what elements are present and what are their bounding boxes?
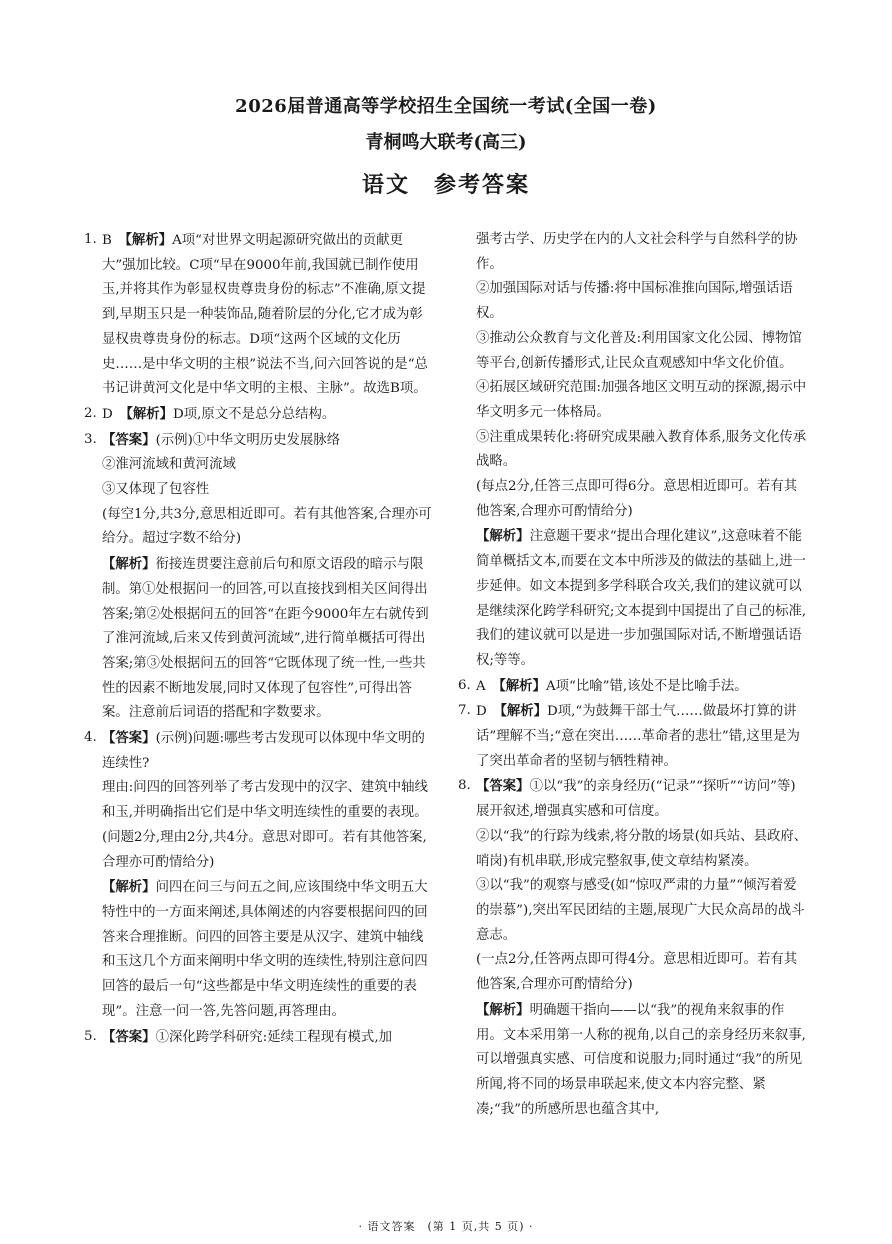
analysis-text: A项“比喻”错,该处不是比喻手法。 — [545, 678, 748, 694]
right-column — [458, 228, 808, 1122]
question-5-continued — [458, 228, 808, 674]
question-5 — [84, 1025, 434, 1051]
analysis-label: 【解析】 — [126, 405, 174, 422]
question-number: 2. — [84, 405, 97, 421]
question-number: 1. — [84, 232, 97, 247]
answer-text: ②淮河流域和黄河流域 — [102, 457, 236, 473]
analysis-label: 【解析】 — [125, 232, 173, 248]
question-1 — [84, 228, 434, 402]
scoring-note: (问题2分,理由2分,共4分。意思对即可。若有其他答案,合理亦可酌情给分) — [102, 829, 427, 870]
analysis-text: A项“对世界文明起源研究做出的贡献更大”强加比较。C项“早在9000年前,我国就已制作使用玉,并将其作为彰显权贵尊贵身份的标志”不准确,原文提到,早期玉只是一种装饰品,随着阶层的分化,它才成为彰显权贵尊贵身份的标志。D项“这两个区域的文化历史……是中华文明的主根”说法不当,问六回答说的是“总书记讲黄河文化是中华文明的主根、主脉”。故选B项。 — [102, 233, 428, 397]
question-4 — [84, 726, 434, 1024]
choice: D — [476, 704, 501, 720]
choice: B — [102, 233, 126, 248]
scoring-note: (每空1分,共3分,意思相近即可。若有其他答案,合理亦可给分。超过字数不给分) — [102, 506, 432, 547]
choice: D — [102, 406, 127, 422]
analysis-label: 【解析】 — [499, 677, 546, 694]
analysis-label: 【解析】 — [102, 556, 156, 573]
answer-label: 【答案】 — [102, 1028, 156, 1045]
answer-text: ②加强国际对话与传播:将中国标准推向国际,增强话语权。 — [476, 281, 793, 322]
answer-text: ②以“我”的行踪为线索,将分散的场景(如兵站、县政府、哨岗)有机串联,形成完整叙事,使文章结构紧凑。 — [476, 828, 808, 869]
answer-text: 理由:问四的回答列举了考古发现中的汉字、建筑中轴线和玉,并明确指出它们是中华文明连续性的重要的表现。 — [102, 780, 428, 821]
scoring-note: (每点2分,任答三点即可得6分。意思相近即可。若有其他答案,合理亦可酌情给分) — [476, 479, 798, 519]
choice: A — [476, 678, 500, 694]
answer-text: ③又体现了包容性 — [102, 482, 210, 498]
analysis-label: 【解析】 — [102, 879, 156, 896]
analysis-text: 明确题干指向——以“我”的视角来叙事的作用。文本采用第一人称的视角,以自己的亲身经历来叙事,可以增强真实感、可信度和说服力;同时通过“我”的所见所闻,将不同的场景串联起来,使文本内容完整、紧凑;“我”的所感所思也蕴含其中, — [476, 1002, 806, 1117]
page-title: 语文 参考答案 — [361, 172, 530, 198]
question-number: 7. — [458, 703, 471, 719]
analysis-label: 【解析】 — [500, 703, 548, 720]
left-column — [84, 228, 434, 1050]
question-number: 8. — [458, 778, 471, 794]
exam-title: 2026届普通高等学校招生全国统一考试(全国一卷) — [235, 96, 657, 117]
analysis-label: 【解析】 — [476, 528, 530, 545]
question-number: 4. — [84, 730, 97, 746]
exam-subtitle: 青桐鸣大联考(高三) — [365, 132, 527, 153]
question-7 — [458, 699, 808, 774]
analysis-label: 【解析】 — [476, 1001, 530, 1018]
answer-text: ⑤注重成果转化:将研究成果融入教育体系,服务文化传承战略。 — [476, 429, 807, 470]
answer-label: 【答案】 — [102, 730, 156, 747]
answer-text: ④拓展区域研究范围:加强各地区文明互动的探源,揭示中华文明多元一体格局。 — [476, 380, 807, 420]
page-footer: · 语文答案 (第 1 页,共 5 页) · — [358, 1220, 534, 1233]
question-number: 5. — [84, 1028, 97, 1044]
answer-text: ③推动公众教育与文化普及:利用国家文化公园、博物馆等平台,创新传播形式,让民众直观感知中华文化价值。 — [476, 330, 802, 371]
scoring-note: (一点2分,任答两点即可得4分。意思相近即可。若有其他答案,合理亦可酌情给分) — [476, 952, 798, 993]
answer-text: ③以“我”的观察与感受(如“惊叹严肃的力量”“倾泻着爱的崇慕”),突出军民团结的主题,展现广大民众高昂的战斗意志。 — [476, 878, 805, 943]
answer-label: 【答案】 — [476, 778, 530, 795]
question-8 — [458, 774, 808, 1122]
answer-text: 强考古学、历史学在内的人文社会科学与自然科学的协作。 — [476, 232, 798, 272]
answer-text: (示例)①中华文明历史发展脉络 — [155, 432, 341, 448]
answer-text: ①深化跨学科研究:延续工程现有模式,加 — [155, 1029, 392, 1045]
analysis-text: D项,原文不是总分总结构。 — [173, 406, 336, 422]
analysis-text: 问四在问三与问五之间,应该围绕中华文明五大特性中的一方面来阐述,具体阐述的内容要根据问四的回答来合理推断。问四的回答主要是从汉字、建筑中轴线和玉这几个方面来阐明中华文明的连续性,特别注意问四回答的最后一句“这些都是中华文明连续性的重要的表现”。注意一问一答,先答问题,再答理由。 — [102, 880, 428, 1019]
answer-label: 【答案】 — [102, 431, 156, 448]
answer-text: ①以“我”的亲身经历(“记录”“探听”“访问”等)展开叙述,增强真实感和可信度。 — [476, 779, 796, 820]
question-number: 6. — [458, 677, 471, 693]
question-number: 3. — [84, 431, 97, 447]
analysis-text: 衔接连贯要注意前后句和原文语段的暗示与限制。第①处根据问一的回答,可以直接找到相关区间得出答案;第②处根据问五的回答“在距今9000年左右就传到了淮河流域,后来又传到黄河流域”,进行简单概括可得出答案;第③处根据问五的回答“它既体现了统一性,一些共性的因素不断地发展,同时又体现了包容性”,可得出答案。注意前后词语的搭配和字数要求。 — [102, 557, 429, 721]
question-2 — [84, 402, 434, 428]
analysis-text: 注意题干要求“提出合理化建议”,这意味着不能简单概括文本,而要在文本中所涉及的做法的基础上,进一步延伸。如文本提到多学科联合攻关,我们的建议就可以是继续深化跨学科研究;文本提到中国提出了自己的标准,我们的建议就可以是进一步加强国际对话,不断增强话语权;等等。 — [476, 529, 807, 668]
question-3 — [84, 428, 434, 726]
question-6 — [458, 674, 808, 700]
answer-text: (示例)问题:哪些考古发现可以体现中华文明的连续性? — [102, 731, 425, 771]
analysis-text: D项,“为鼓舞干部士气……做最坏打算的讲话”理解不当;“意在突出……革命者的悲壮”错,这里是为了突出革命者的坚韧与牺牲精神。 — [476, 704, 800, 769]
